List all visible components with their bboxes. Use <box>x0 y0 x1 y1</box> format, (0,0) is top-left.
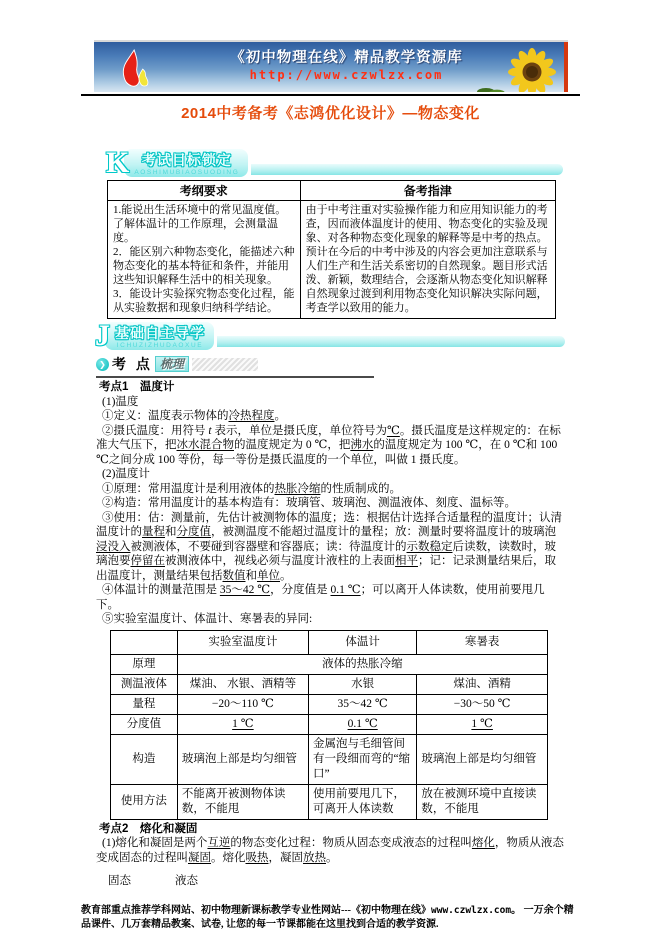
content-paragraph <box>96 395 567 410</box>
text-segment: ②摄氏温度：用符号 <box>102 424 209 437</box>
table-row <box>111 784 548 819</box>
content-paragraph <box>96 409 567 424</box>
text-segment: 熔化 <box>471 837 495 849</box>
text-segment: ，分度值是 <box>270 584 331 596</box>
table-cell: 35～42 ℃ <box>308 694 416 714</box>
section-title-pill <box>105 322 214 350</box>
text-segment: 放热 <box>303 851 326 864</box>
state-diagram-labels <box>96 874 567 889</box>
text-segment: ，凝固 <box>268 851 303 864</box>
table-cell: 分度值 <box>111 714 178 734</box>
text-segment: 的性质制成的。 <box>320 482 401 495</box>
table2-body <box>111 630 548 819</box>
kaodian-label: 考 点 <box>112 356 153 372</box>
table-cell: 实验室温度计 <box>177 630 308 654</box>
grass-image <box>476 81 506 92</box>
section-band-decoration <box>251 164 563 175</box>
text-segment: 凝固 <box>188 851 211 864</box>
table1-header-left: 考纲要求 <box>108 181 301 201</box>
text-segment: ①原理：常用温度计是利用液体的 <box>102 482 275 495</box>
site-banner <box>94 40 568 92</box>
table-cell: 使用方法 <box>111 784 178 819</box>
section-letter-j: J <box>95 319 110 352</box>
text-segment: ℃ <box>386 424 400 437</box>
banner-red-strip <box>564 42 568 92</box>
content-paragraph <box>96 482 567 497</box>
text-segment: 的温度规定为 100 ℃，在 0 ℃和 100 ℃之间分成 100 等份，每一等份是摄氏温度的一个单位，叫做 1 摄氏度。 <box>96 439 558 466</box>
text-segment: 。 <box>274 410 286 422</box>
text-segment: 1 ℃ <box>471 717 493 730</box>
table-cell: −20～110 ℃ <box>177 694 308 714</box>
table-row <box>111 674 548 694</box>
section-pinyin: AOSHIMUBIAOSUODING <box>134 169 240 176</box>
section-header-exam-target <box>106 148 563 178</box>
table-cell: 构造 <box>111 734 178 784</box>
text-segment: 冷热程度 <box>228 410 275 422</box>
section-title: 考试目标锁定 <box>141 152 232 168</box>
thermometer-comparison-table <box>110 630 548 820</box>
content-body-2 <box>96 822 567 889</box>
text-segment: 1 ℃ <box>232 717 254 730</box>
text-segment: 浸没入 <box>96 540 131 553</box>
section-title: 基础自主导学 <box>115 325 205 341</box>
text-segment: 。熔化 <box>211 851 246 864</box>
state-label: 液态 <box>175 875 198 887</box>
requirement-item: 3．能设计实验探究物态变化过程，能从实验数据和现象归纳科学结论。 <box>113 288 295 314</box>
content-paragraph <box>96 467 567 482</box>
text-segment: 0.1 ℃ <box>347 717 378 730</box>
text-segment: 示数稳定 <box>406 540 453 553</box>
section-pinyin: ICHUZIZHUDAOXUE <box>116 342 204 349</box>
table-row <box>111 714 548 734</box>
text-segment: 。 <box>280 569 292 582</box>
text-segment: ；可以离开人体读数，使用前要甩几下。 <box>96 584 545 611</box>
table-row <box>111 654 548 674</box>
content-paragraph <box>96 496 567 511</box>
table-cell: −30～50 ℃ <box>417 694 548 714</box>
content-heading <box>96 380 567 395</box>
text-segment: (2)温度计 <box>102 468 150 480</box>
table-cell <box>417 714 548 734</box>
page-title: 2014中考备考《志鸿优化设计》—物态变化 <box>181 105 480 122</box>
table-cell: 测温液体 <box>111 674 178 694</box>
text-segment: (1)熔化和凝固是两个 <box>102 837 208 849</box>
text-segment: 热胀冷缩 <box>274 482 321 495</box>
text-segment: 35～42 ℃ <box>219 584 271 596</box>
arrow-bullet-icon: ❯ <box>96 358 109 371</box>
text-segment: 的温度规定为 0 ℃，把 <box>234 439 351 451</box>
table-cell <box>111 630 178 654</box>
text-segment: 的物态变化过程：物质从固态变成液态的过程叫 <box>230 837 472 849</box>
text-segment: ；记：记录测量结果后，取出温度计，测量结果包括 <box>96 555 556 582</box>
text-segment: 相平 <box>395 555 418 567</box>
text-segment: 。 <box>326 851 338 864</box>
section-header-basic-study <box>95 319 565 352</box>
site-title: 《初中物理在线》精品教学资源库 <box>230 50 463 66</box>
state-label: 固态 <box>108 875 131 887</box>
text-segment: 数值 <box>222 569 246 582</box>
text-segment: t <box>208 424 212 437</box>
text-segment: 分度值 <box>176 526 211 538</box>
text-segment: 表示，单位是摄氏度，单位符号为 <box>211 424 387 437</box>
banner-text-block <box>216 46 478 82</box>
table-cell: 金属泡与毛细管间有一段细而弯的“缩口” <box>308 734 416 784</box>
text-segment: 和 <box>165 526 177 538</box>
table-cell: 原理 <box>111 654 178 674</box>
table1-header-right: 备考指津 <box>300 181 555 201</box>
text-segment: 后读数，读数时，玻璃泡要 <box>96 540 556 567</box>
text-segment: ①定义：温度表示物体的 <box>102 410 229 422</box>
table-cell: 液体的热胀冷缩 <box>177 654 547 674</box>
text-segment: 吸热 <box>245 851 269 864</box>
section-letter-k: K <box>106 146 130 179</box>
text-segment: 沸水 <box>350 439 374 451</box>
table-cell: 不能离开被测物体读数，不能甩 <box>177 784 308 819</box>
table1-left-cell <box>108 201 301 319</box>
table-cell: 放在被测环境中直接读数，不能甩 <box>417 784 548 819</box>
table-cell <box>308 714 416 734</box>
table-cell: 寒暑表 <box>417 630 548 654</box>
content-paragraph <box>96 836 567 865</box>
table-row <box>111 694 548 714</box>
table-cell: 体温计 <box>308 630 416 654</box>
kaodian-shuli-header <box>96 354 374 378</box>
text-segment: ，物质从液态变成固态的过程叫 <box>96 837 564 864</box>
text-segment: 被测液体，不要碰到容器壁和容器底；读：待温度计的 <box>130 540 407 553</box>
footer-text-post: 。 一万余个精品课件、几万套精品教案、试卷, 让您的每一节课都能在这里找到合适的教学资源. <box>81 904 574 930</box>
table-row <box>111 630 548 654</box>
text-segment: 冰水混合物 <box>176 439 234 451</box>
sunflower-image <box>506 46 558 92</box>
table-cell: 玻璃泡上部是均匀细管 <box>417 734 548 784</box>
content-paragraph <box>96 583 567 612</box>
text-segment: 停留在 <box>130 555 165 567</box>
section-title-pill <box>124 149 248 177</box>
text-segment: 单位 <box>257 569 280 582</box>
exam-requirements-table <box>107 180 556 319</box>
text-segment: 和 <box>245 569 257 582</box>
page-footer <box>81 904 581 932</box>
text-segment: ⑤实验室温度计、体温计、寒暑表的异同: <box>102 613 313 625</box>
text-segment: ③使用：估：测量前，先估计被测物体的温度；选：根据估计选择合适量程的温度计；认清温度计的 <box>96 511 562 538</box>
content-heading <box>96 822 567 837</box>
table1-right-cell: 由于中考注重对实验操作能力和应用知识能力的考查，因而液体温度计的使用、物态变化的实验及现象、对各种物态变化现象的解释等是中考的热点。预计在今后的中考中涉及的内容会更加注意联系与人们生产和生活关系密切的自然现象。题目形式活泼、新颖，数理结合，会逐渐从物态变化知识解释自然现象过渡到利用物态变化知识解决实际问题，考查学以致用的能力。 <box>300 201 555 319</box>
section-band-decoration <box>217 336 565 347</box>
shuli-label: 梳理 <box>155 356 189 372</box>
table-cell: 煤油、 水银、酒精等 <box>177 674 308 694</box>
requirement-item: 1.能说出生活环境中的常见温度值。了解体温计的工作原理，会测量温度。 <box>113 204 287 244</box>
table-cell: 水银 <box>308 674 416 694</box>
footer-text-pre: 教育部重点推荐学科网站、初中物理新课标教学专业性网站---《初中物理在线》 <box>81 904 431 916</box>
content-body-1 <box>96 380 567 627</box>
text-segment: ④体温计的测量范围是 <box>102 584 220 596</box>
hatch-decoration <box>192 358 258 371</box>
site-url-link[interactable]: http://www.czwlzx.com <box>249 68 444 82</box>
table-cell: 玻璃泡上部是均匀细管 <box>177 734 308 784</box>
content-paragraph <box>96 511 567 584</box>
text-segment: ，被测温度不能超过温度计的量程；放：测量时要将温度计的玻璃泡 <box>211 526 556 538</box>
text-segment: ②构造：常用温度计的基本构造有：玻璃管、玻璃泡、测温液体、刻度、温标等。 <box>102 497 516 509</box>
table-cell: 量程 <box>111 694 178 714</box>
text-segment: 考点1 温度计 <box>99 381 175 393</box>
text-segment: 被测液体中，视线必须与温度计液柱的上表面 <box>165 555 395 567</box>
table-cell: 煤油、酒精 <box>417 674 548 694</box>
text-segment: 互逆 <box>207 837 231 849</box>
content-paragraph <box>96 612 567 627</box>
text-segment: 。摄氏温度是这样规定的：在标准大气压下，把 <box>96 424 561 451</box>
table-cell <box>177 714 308 734</box>
text-segment: 量程 <box>142 526 165 538</box>
table-row <box>111 734 548 784</box>
flame-logo-icon <box>118 49 156 91</box>
requirement-item: 2．能区别六种物态变化，能描述六种物态变化的基本特征和条件，并能用这些知识解释生活中的相关现象。 <box>113 246 295 286</box>
table-cell: 使用前要甩几下，可离开人体读数 <box>308 784 416 819</box>
text-segment: 考点2 熔化和凝固 <box>99 822 198 835</box>
footer-site-link[interactable]: www.czwlzx.com <box>431 904 512 916</box>
header-rule <box>81 94 580 96</box>
content-paragraph <box>96 424 567 468</box>
text-segment: (1)温度 <box>102 395 139 408</box>
text-segment: 0.1 ℃ <box>330 584 361 596</box>
